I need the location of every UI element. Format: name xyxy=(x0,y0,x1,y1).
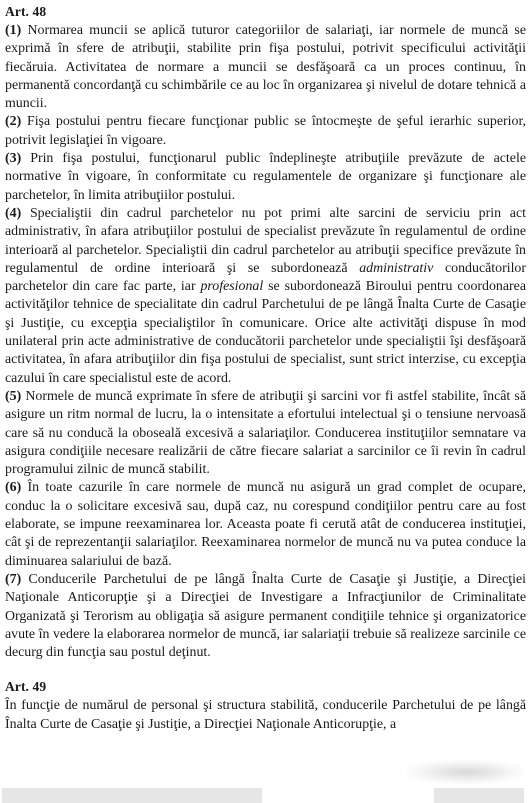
article-49-paragraph: În funcţie de numărul de personal şi structura stabilită, conducerile Parchetului de pe lângă Înalta Curte de Casaţie şi Justiţie, a Direcţiei Naţionale Anticorupţie, a xyxy=(5,698,526,732)
article-48-paragraph-6 xyxy=(5,479,526,570)
article-48-paragraph-4 xyxy=(5,205,526,388)
paragraph-text: Normele de muncă exprimate în sfere de atribuţii şi sarcini vor fi astfel stabilite, încât să asigure un ritm normal de lucru, la o intensitate a efortului intelectual şi o tensiune nervoasă care să nu conducă la oboseală excesivă a salariaţilor. Conducerea instituţiilor semnatare va asigura condiţiile necesare realizării de către fiecare salariat a sarcinilor ce îi revin în cadrul programului zilnic de muncă stabilit. xyxy=(5,388,526,478)
page-bottom-strip xyxy=(0,786,531,803)
scan-gray-block xyxy=(434,788,524,803)
paragraph-number: (7) xyxy=(5,571,22,587)
paragraph-text: conducătorilor parchetelor din care fac parte, iar xyxy=(5,260,526,295)
emphasis-profesional: profesional xyxy=(200,279,264,295)
article-48-paragraph-7 xyxy=(5,571,526,662)
paragraph-number: (6) xyxy=(5,480,22,496)
paragraph-text: Fişa postului pentru fiecare funcţionar public se întocmeşte de şeful ierarhic superior, potrivit legislaţiei în vigoare. xyxy=(5,114,526,148)
stamp-smudge xyxy=(407,760,525,784)
paragraph-text: Conducerile Parchetului de pe lângă Înalta Curte de Casaţie şi Justiţie, a Direcţiei Naţionale Anticorupţie şi a Direcţiei de Investigare a Infracţiunilor de Criminalitate Organizată şi Terorism au obligaţia să asigure permanent condiţiile tehnice şi organizatorice avute în vedere la elaborarea normelor de muncă, iar salariaţii trebuie să realizeze sarcinile ce decurg din funcţia sau postul deţinut. xyxy=(5,571,526,661)
article-48-paragraph-1 xyxy=(5,22,526,113)
paragraph-text: Specialiştii din cadrul parchetelor nu pot primi alte sarcini de serviciu prin act administrativ, în afara atribuţiilor postului de specialist prevăzute în regulamentul de ordine interioară al parchetelor. Specialiştii din cadrul parchetelor au atribuţii specifice prevăzute în regulamentul de ordine interioară şi se subordonează xyxy=(5,205,526,276)
paragraph-text: Prin fişa postului, funcţionarul public îndeplineşte atribuţiile prevăzute de actele normative în vigoare, în conformitate cu regulamentele de organizare şi funcţionare ale parchetelor, în limita atribuţiilor postului. xyxy=(5,151,526,203)
article-48-paragraph-3 xyxy=(5,150,526,205)
paragraph-number: (4) xyxy=(5,205,22,221)
paragraph-number: (1) xyxy=(5,23,22,38)
paragraph-text: Normarea muncii se aplică tuturor categoriilor de salariaţi, iar normele de muncă se exprimă în sfere de atribuţii, stabilite prin fişa postului, potrivit specificului activităţii fiecăruia. Activitatea de normare a muncii se desfăşoară ca un proces continuu, în permanentă concordanţă cu schimbările ce au loc în organizarea şi nivelul de dotare tehnică a muncii. xyxy=(5,23,526,112)
paragraph-number: (2) xyxy=(5,114,22,130)
scan-gray-block xyxy=(2,788,262,803)
article-49-title: Art. 49 xyxy=(5,679,47,695)
paragraph-number: (3) xyxy=(5,151,22,167)
emphasis-administrativ: administrativ xyxy=(359,260,434,276)
article-48-paragraph-2 xyxy=(5,113,526,150)
paragraph-text: În toate cazurile în care normele de muncă nu asigură un grad complet de ocupare, conduc la o solicitare excesivă sau, după caz, nu corespund condiţiilor pentru care au fost elaborate, se impune reexaminarea lor. Aceasta poate fi cerută atât de conducerea instituţiei, cât şi de reprezentanţii salariaţilor. Reexaminarea normelor de muncă nu va putea conduce la diminuarea salariului de bază. xyxy=(5,480,526,569)
paragraph-number: (5) xyxy=(5,388,22,404)
article-48-title: Art. 48 xyxy=(5,4,47,19)
paragraph-text: se subordonează Biroului pentru coordonarea activităţilor tehnice de specialitate din cadrul Parchetului de pe lângă Înalta Curte de Casaţie şi Justiţie, cu excepţia specialiştilor în comunicare. Orice alte activităţi dispuse în mod unilateral prin acte administrative de conducătorii parchetelor unde specialiştii îşi desfăşoară activitatea, în afara atribuţiilor din fişa postului de specialist, sunt strict interzise, cu excepţia cazului în care specialistul este de acord. xyxy=(5,279,527,386)
article-48-paragraph-5 xyxy=(5,388,526,479)
